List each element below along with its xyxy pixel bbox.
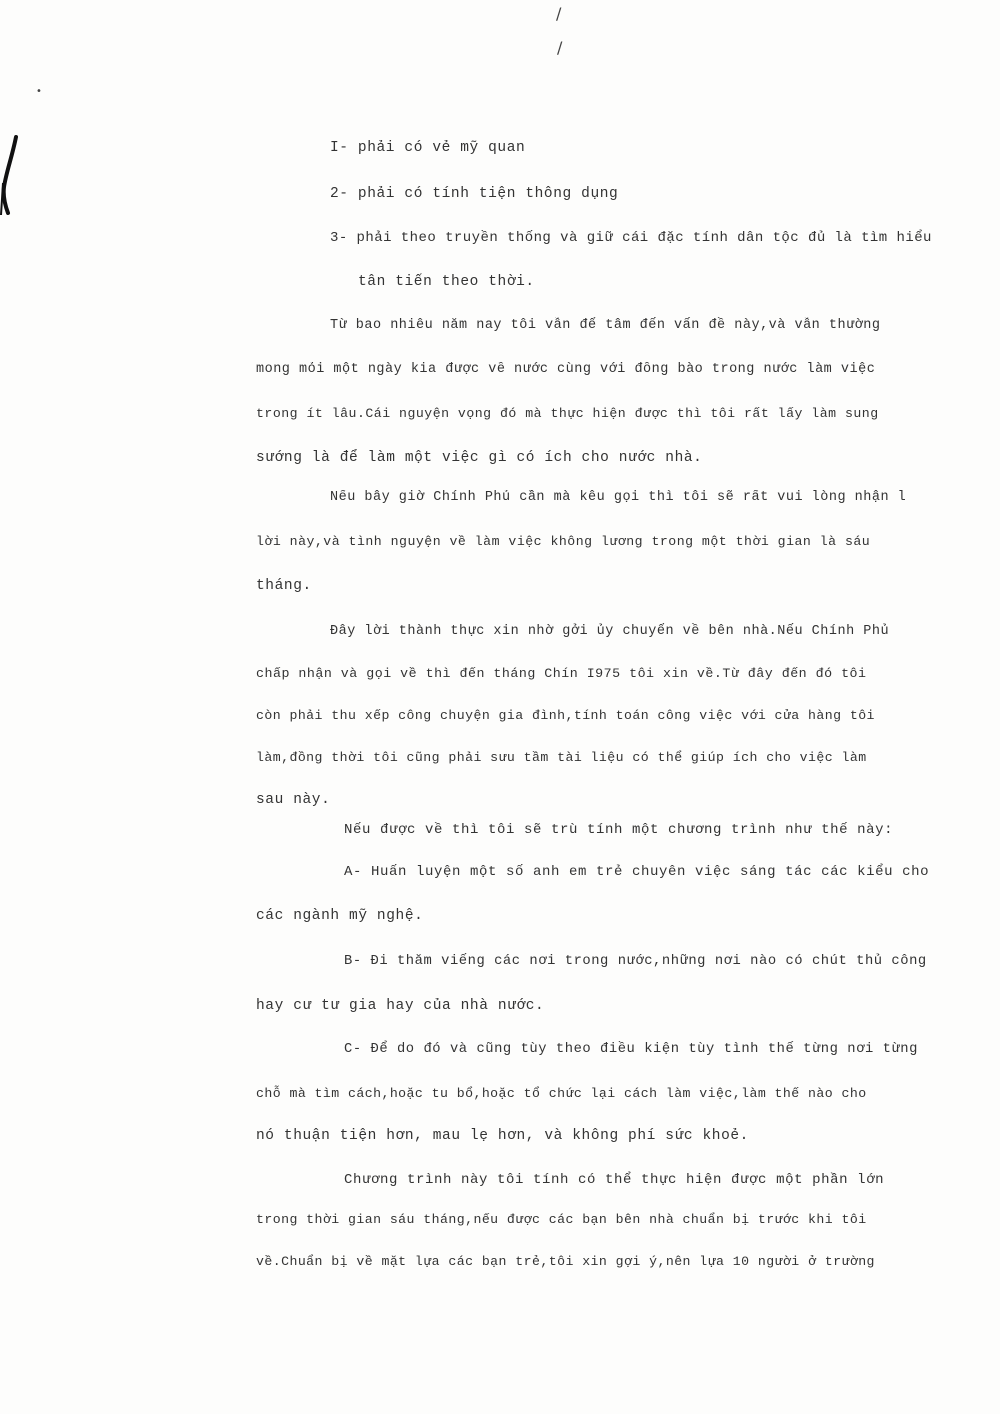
margin-dot: • <box>36 86 42 97</box>
text-line: 3- phải theo truyền thống và giữ cái đặc tính dân tộc đủ là tìm hiểu <box>330 230 932 246</box>
text-line: Đây lời thành thực xin nhờ gởi ủy chuyển về bên nhà.Nếu Chính Phủ <box>330 624 890 639</box>
text-line: các ngành mỹ nghệ. <box>256 908 424 924</box>
top-mark: / <box>556 4 562 23</box>
text-line: hay cư tư gia hay của nhà nước. <box>256 998 545 1014</box>
text-line: I- phải có vẻ mỹ quan <box>330 140 526 156</box>
text-line: trong ít lâu.Cái nguyện vọng đó mà thực hiện được thì tôi rất lấy làm sung <box>256 406 879 421</box>
text-line: trong thời gian sáu tháng,nếu được các bạn bên nhà chuẩn bị trước khi tôi <box>256 1212 867 1227</box>
text-line: mong mỏi một ngày kia được về nước cùng với đồng bào trong nước làm việc <box>256 362 876 377</box>
text-line: B- Đi thăm viếng các nơi trong nước,những nơi nào có chút thủ công <box>344 954 927 969</box>
margin-pen-stroke <box>0 135 22 215</box>
text-line: tân tiến theo thời. <box>358 274 535 290</box>
text-line: Nếu bây giờ Chính Phủ cần mà kêu gọi thì tôi sẽ rất vui lòng nhận l <box>330 490 907 505</box>
text-line: tháng. <box>256 578 312 594</box>
text-line: về.Chuẩn bị về mặt lựa các bạn trẻ,tôi xin gợi ý,nên lựa 10 người ở trường <box>256 1254 875 1269</box>
text-line: Từ bao nhiêu năm nay tôi vẫn để tâm đến vấn đề này,và vẫn thường <box>330 318 881 333</box>
text-line: làm,đồng thời tôi cũng phải sưu tầm tài liệu có thể giúp ích cho việc làm <box>256 750 867 765</box>
text-line: Chương trình này tôi tính có thể thực hiện được một phần lớn <box>344 1172 885 1188</box>
text-line: sướng là để làm một việc gì có ích cho nước nhà. <box>256 450 703 466</box>
text-line: Nếu được về thì tôi sẽ trù tính một chương trình như thế này: <box>344 822 894 838</box>
top-mark: / <box>557 38 563 57</box>
text-line: chấp nhận và gọi về thì đến tháng Chín I975 tôi xin về.Từ đây đến đó tôi <box>256 666 867 681</box>
text-line: 2- phải có tính tiện thông dụng <box>330 186 619 202</box>
text-line: nó thuận tiện hơn, mau lẹ hơn, và không phí sức khoẻ. <box>256 1128 749 1144</box>
text-line: còn phải thu xếp công chuyện gia đình,tính toán công việc với cửa hàng tôi <box>256 708 875 723</box>
text-line: A- Huấn luyện một số anh em trẻ chuyên việc sáng tác các kiểu cho <box>344 864 930 880</box>
text-line: C- Để do đó và cũng tùy theo điều kiện tùy tình thế từng nơi từng <box>344 1042 918 1057</box>
text-line: sau này. <box>256 792 331 808</box>
text-line: lời này,và tình nguyện về làm việc không lương trong một thời gian là sáu <box>256 534 871 549</box>
text-line: chỗ mà tìm cách,hoặc tu bổ,hoặc tổ chức lại cách làm việc,làm thế nào cho <box>256 1086 867 1101</box>
